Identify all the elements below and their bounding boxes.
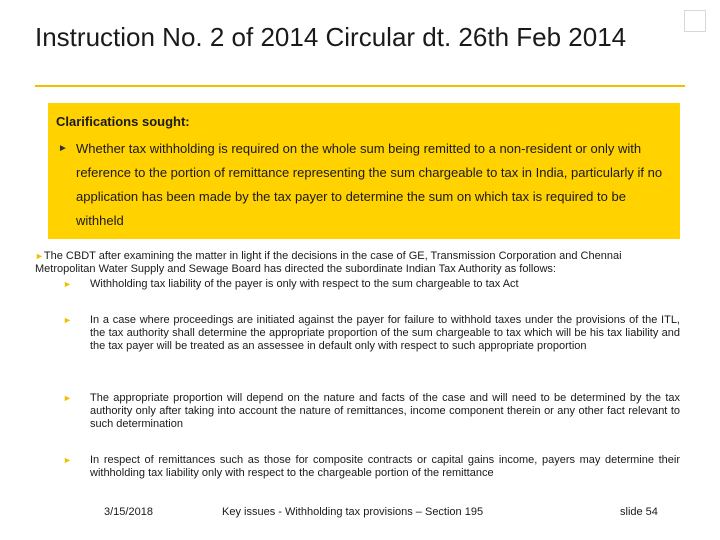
clarifications-box [48,103,680,239]
point-text: In respect of remittances such as those for composite contracts or capital gains income, payers may determine their withholding tax liability only with respect to the chargeable portion of the remittance [90,454,680,479]
point-item-2 [35,314,680,353]
intro-paragraph [35,250,680,276]
point-item-3 [35,392,680,431]
point-item-1 [35,278,680,291]
point-text: The appropriate proportion will depend on the nature and facts of the case and will need to be determined by the tax authority only after taking into account the nature of remittances, income component therein or any other fact relevant to such determination [90,392,680,430]
clarifications-heading: Clarifications sought: [56,114,190,129]
bullet-arrow-icon: ► [58,143,68,154]
slide-title: Instruction No. 2 of 2014 Circular dt. 26th Feb 2014 [35,22,627,52]
clarifications-text: Whether tax withholding is required on the whole sum being remitted to a non-resident or only with reference to the portion of remittance representing the sum chargeable to tax in India, particularly if no application has been made by the tax payer to determine the sum on which tax is required to be withheld [76,141,663,228]
point-text: In a case where proceedings are initiated against the payer for failure to withhold taxes under the provisions of the ITL, the tax authority shall determine the appropriate proportion of the sum chargeable to tax which will be his tax liability and the tax payer will be treated as an assessee in default only with respect to such appropriate proportion [90,314,680,352]
point-arrow-icon: ► [63,393,72,403]
footer-title: Key issues - Withholding tax provisions – Section 195 [222,506,484,518]
point-arrow-icon: ► [63,455,72,465]
intro-arrow-icon: ► [35,251,44,261]
clarifications-item [56,137,670,233]
point-item-4 [35,454,680,480]
point-arrow-icon: ► [63,315,72,325]
point-arrow-icon: ► [63,279,72,289]
slide-number: slide 54 [620,506,658,518]
corner-box [684,10,706,32]
intro-text: The CBDT after examining the matter in light if the decisions in the case of GE, Transmission Corporation and Chennai Metropolitan Water Supply and Sewage Board has directed the subordinate Indian Tax Authority as follows: [35,250,622,275]
point-text: Withholding tax liability of the payer is only with respect to the sum chargeable to tax Act [90,278,519,290]
title-divider [35,85,685,87]
footer-date: 3/15/2018 [104,506,153,518]
